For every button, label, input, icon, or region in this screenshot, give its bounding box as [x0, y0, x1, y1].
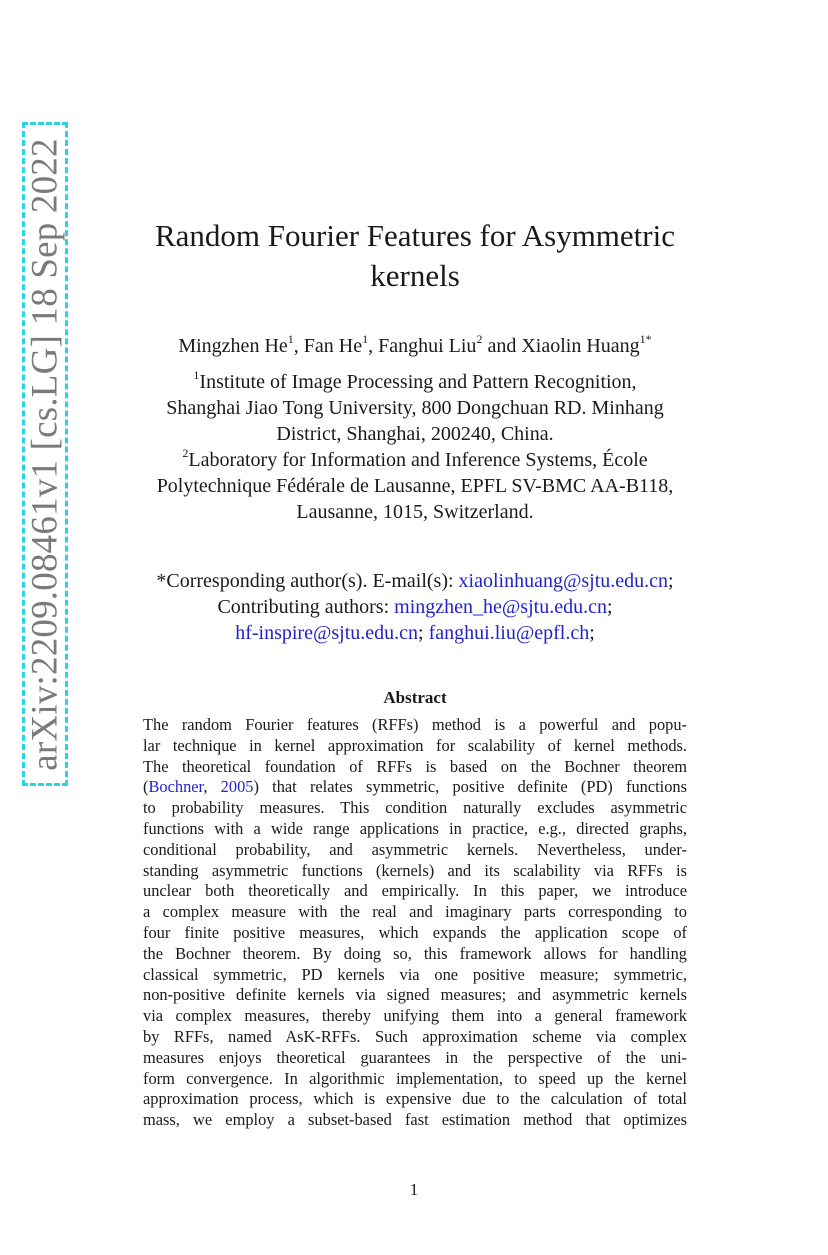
abstract-line: via complex measures, thereby unifying them into a general framework	[143, 1006, 687, 1026]
abstract-line: classical symmetric, PD kernels via one positive measure; symmetric,	[143, 964, 687, 984]
abstract-heading: Abstract	[383, 688, 447, 707]
affiliation-mark: 1	[193, 368, 200, 383]
abstract-line: The random Fourier features (RFFs) method is a powerful and popu-	[143, 715, 687, 734]
affiliation-2-line-2: Polytechnique Fédérale de Lausanne, EPFL SV-BMC AA-B118,	[156, 475, 674, 497]
abstract-line: The theoretical foundation of RFFs is based on the Bochner theorem	[143, 756, 687, 776]
author-affiliation-mark: 1	[362, 332, 369, 347]
author-list	[100, 333, 730, 359]
contributor-email-link[interactable]: mingzhen_he@sjtu.edu.cn	[394, 596, 607, 618]
contact-info	[100, 568, 730, 646]
paper-title	[100, 216, 730, 296]
abstract-line: standing asymmetric functions (kernels) and its scalability via RFFs is	[143, 860, 687, 880]
corresponding-email-link[interactable]: xiaolinhuang@sjtu.edu.cn	[458, 570, 669, 592]
abstract-line: to probability measures. This condition naturally excludes asymmetric	[143, 798, 687, 818]
arxiv-identifier-text: arXiv:2209.08461v1 [cs.LG] 18 Sep 2022	[24, 137, 66, 771]
semicolon: ;	[589, 622, 595, 644]
abstract-line: mass, we employ a subset-based fast estimation method that optimizes	[143, 1110, 687, 1130]
author-separator: and	[482, 335, 522, 357]
abstract-line: conditional probability, and asymmetric kernels. Nevertheless, under-	[143, 839, 687, 859]
abstract-line: a complex measure with the real and imaginary parts corresponding to	[143, 902, 687, 922]
abstract-line-with-citation	[143, 777, 687, 798]
abstract-line: four finite positive measures, which expands the application scope of	[143, 922, 687, 942]
abstract-line: functions with a wide range applications in practice, e.g., directed graphs,	[143, 818, 687, 838]
abstract-line: lar technique in kernel approximation for scalability of kernel methods.	[143, 735, 687, 755]
affiliation-2-line-1: Laboratory for Information and Inference Systems, École	[188, 449, 648, 471]
author-name: Fanghui Liu	[378, 335, 477, 357]
author-affiliation-mark: 1	[287, 332, 294, 347]
title-line-1: Random Fourier Features for Asymmetric	[154, 218, 675, 253]
author-separator: ,	[368, 335, 379, 357]
arxiv-identifier-stamp	[22, 122, 68, 786]
abstract-line: measures enjoys theoretical guarantees in the perspective of the uni-	[143, 1047, 687, 1067]
abstract-line: non-positive definite kernels via signed measures; and asymmetric kernels	[143, 985, 687, 1005]
affiliation-mark: 2	[182, 446, 189, 461]
corresponding-prefix: *Corresponding author(s). E-mail(s):	[156, 570, 459, 592]
author-name: Mingzhen He	[178, 335, 288, 357]
affiliation-2-line-3: Lausanne, 1015, Switzerland.	[296, 501, 534, 523]
separator: ;	[418, 622, 429, 644]
semicolon: ;	[668, 570, 674, 592]
author-name: Fan He	[303, 335, 363, 357]
abstract-line: form convergence. In algorithmic implementation, to speed up the kernel	[143, 1068, 687, 1088]
citation-author-link[interactable]: Bochner	[148, 777, 204, 797]
author-name: Xiaolin Huang	[521, 335, 640, 357]
contributing-prefix: Contributing authors:	[217, 596, 395, 618]
abstract-line: approximation process, which is expensive due to the calculation of total	[143, 1089, 687, 1109]
author-affiliation-mark: 2	[476, 332, 483, 347]
affiliations	[100, 369, 730, 525]
author-separator: ,	[293, 335, 304, 357]
semicolon: ;	[606, 596, 613, 618]
author-affiliation-mark: 1*	[639, 332, 652, 347]
title-line-2: kernels	[370, 258, 460, 293]
citation-year-link[interactable]: 2005	[220, 777, 254, 797]
affiliation-1-line-3: District, Shanghai, 200240, China.	[276, 423, 554, 445]
citation-paren: (	[143, 777, 149, 797]
affiliation-1-line-2: Shanghai Jiao Tong University, 800 Dongchuan RD. Minhang	[166, 397, 664, 419]
affiliation-1-line-1: Institute of Image Processing and Pattern Recognition,	[199, 371, 637, 393]
abstract-body	[143, 715, 687, 1131]
contributor-email-link[interactable]: hf-inspire@sjtu.edu.cn	[235, 622, 419, 644]
citation-comma: ,	[203, 777, 221, 797]
contributor-email-link[interactable]: fanghui.liu@epfl.ch	[428, 622, 590, 644]
abstract-line-rest: ) that relates symmetric, positive definite (PD) functions	[253, 777, 687, 797]
abstract-line: unclear both theoretically and empirically. In this paper, we introduce	[143, 881, 687, 901]
page-number: 1	[409, 1180, 419, 1199]
abstract-line: the Bochner theorem. By doing so, this framework allows for handling	[143, 943, 687, 963]
abstract-line: by RFFs, named AsK-RFFs. Such approximation scheme via complex	[143, 1026, 687, 1046]
